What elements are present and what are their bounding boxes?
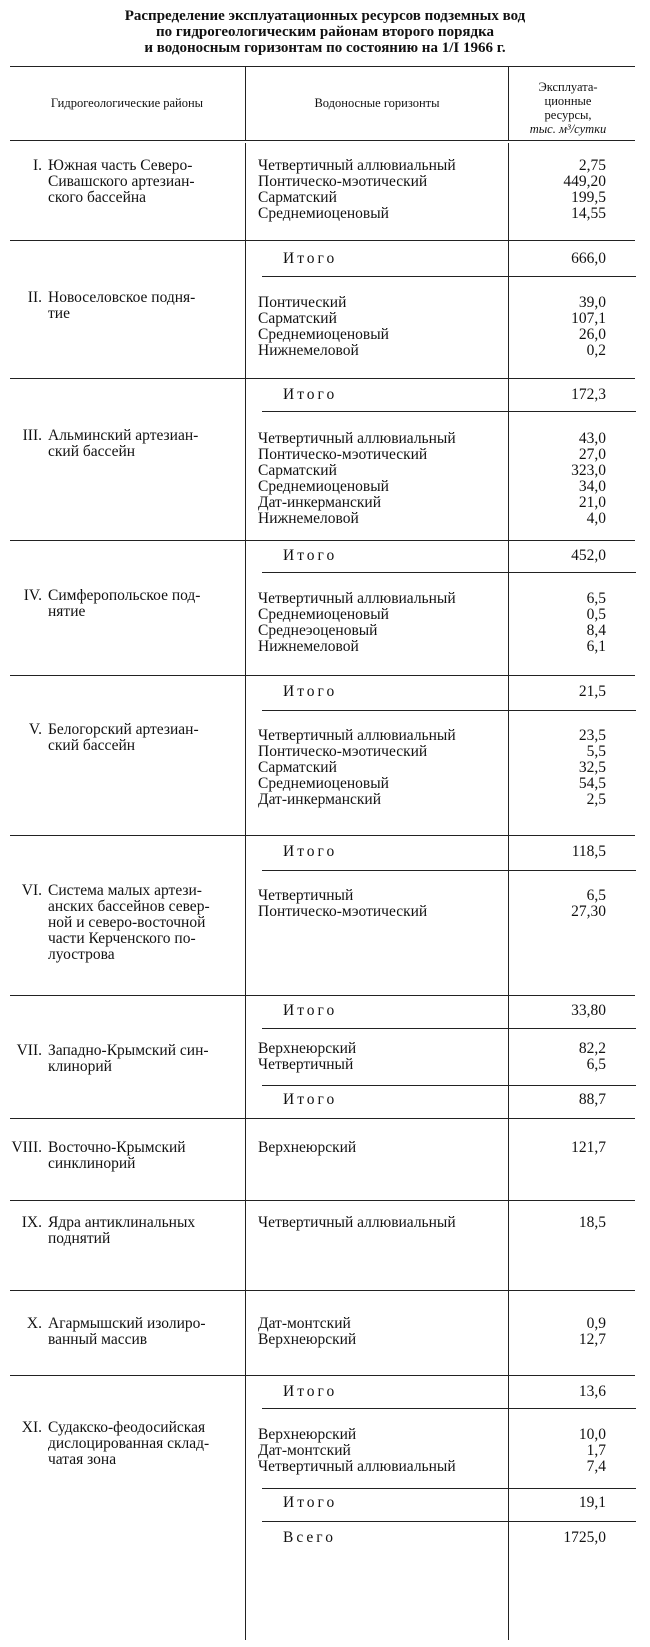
total-value: 33,80 (571, 1002, 606, 1019)
region-name-line: ванный массив (48, 1331, 148, 1348)
region-separator (10, 1118, 635, 1119)
horizon-name: Дат-монтский (258, 1315, 351, 1332)
resource-value: 23,5 (578, 727, 606, 744)
resource-value: 26,0 (578, 326, 606, 343)
region-separator (10, 1200, 635, 1201)
column-divider (508, 1200, 509, 1290)
total-label: Итого (283, 843, 338, 860)
horizon-name: Сарматский (258, 462, 337, 479)
horizon-name: Дат-инкерманский (258, 494, 381, 511)
horizon-name: Понтическо-мэотический (258, 446, 428, 463)
total-value: 19,1 (578, 1494, 606, 1511)
region-name-line: клинорий (48, 1058, 112, 1075)
total-value: 666,0 (571, 250, 606, 267)
region-name-line: Альминский артезиан- (48, 427, 199, 444)
resource-value: 8,4 (586, 622, 606, 639)
region-separator (10, 1290, 635, 1291)
resource-value: 43,0 (578, 430, 606, 447)
total-value: 118,5 (571, 843, 606, 860)
column-divider (245, 1200, 246, 1290)
column-divider (245, 1290, 246, 1375)
total-value: 172,3 (571, 386, 606, 403)
total-rule (262, 276, 636, 277)
resource-value: 2,5 (586, 791, 606, 808)
horizon-name: Четвертичный аллювиальный (258, 157, 456, 174)
header-divider (245, 66, 246, 140)
region-number: V. (28, 721, 42, 738)
header-divider (508, 66, 509, 140)
horizon-name: Сарматский (258, 189, 337, 206)
column-divider (245, 835, 246, 995)
region-separator (10, 540, 635, 541)
region-number: XI. (21, 1419, 42, 1436)
header-horizons: Водоносные горизонты (314, 96, 440, 110)
region-separator (10, 1375, 635, 1376)
total-label: Итого (283, 1002, 338, 1019)
region-separator (10, 675, 635, 676)
header-resources-4: тыс. м³/сутки (529, 122, 607, 136)
horizon-name: Верхнеюрский (258, 1331, 357, 1348)
horizon-name: Четвертичный (258, 887, 354, 904)
horizon-name: Понтическо-мэотический (258, 903, 428, 920)
region-name-line: Южная часть Северо- (48, 157, 193, 174)
region-name-line: Агармышский изолиро- (48, 1315, 206, 1332)
total-rule (262, 572, 636, 573)
total-label: Итого (283, 386, 338, 403)
table-top-rule (10, 66, 635, 67)
column-divider (245, 995, 246, 1118)
header-districts: Гидрогеологические районы (50, 96, 204, 110)
region-number: I. (32, 157, 42, 174)
horizon-name: Среднемиоценовый (258, 326, 389, 343)
table-title-line-1: Распределение эксплуатационных ресурсов подземных вод (124, 8, 526, 24)
table-title-line-2: по гидрогеологическим районам второго порядка (155, 24, 495, 40)
region-name-line: анских бассейнов север- (48, 898, 210, 915)
resource-value: 21,0 (578, 494, 606, 511)
column-divider (245, 240, 246, 378)
region-number: IV. (23, 587, 42, 604)
resource-value: 107,1 (571, 310, 606, 327)
header-resources-3: ресурсы, (544, 108, 592, 122)
column-divider (508, 835, 509, 995)
total-value: 452,0 (571, 547, 606, 564)
total-label: Итого (283, 1383, 338, 1400)
horizon-name: Понтическо-мэотический (258, 173, 428, 190)
horizon-name: Понтический (258, 294, 347, 311)
resource-value: 32,5 (578, 759, 606, 776)
region-name-line: ский бассейн (48, 737, 136, 754)
region-name-line: Симферопольское под- (48, 587, 201, 604)
resource-value: 2,75 (578, 157, 606, 174)
header-bottom-rule (10, 140, 635, 141)
horizon-name: Верхнеюрский (258, 1139, 357, 1156)
horizon-name: Среднемиоценовый (258, 606, 389, 623)
horizon-name: Верхнеюрский (258, 1040, 357, 1057)
horizon-name: Нижнемеловой (258, 510, 359, 527)
total-value: 21,5 (578, 683, 606, 700)
column-divider (245, 378, 246, 540)
column-divider (245, 675, 246, 835)
region-name-line: ский бассейн (48, 443, 136, 460)
region-separator (10, 995, 635, 996)
resource-value: 4,0 (586, 510, 606, 527)
resource-value: 34,0 (578, 478, 606, 495)
horizon-name: Среднемиоценовый (258, 775, 389, 792)
resource-value: 121,7 (571, 1139, 606, 1156)
resource-value: 27,30 (571, 903, 606, 920)
horizon-name: Среднемиоценовый (258, 478, 389, 495)
total-rule (262, 870, 636, 871)
column-divider (508, 240, 509, 378)
horizon-name: Понтическо-мэотический (258, 743, 428, 760)
horizon-name: Нижнемеловой (258, 638, 359, 655)
total-rule (262, 1488, 636, 1489)
region-name-line: дислоцированная склад- (48, 1435, 210, 1452)
resource-value: 39,0 (578, 294, 606, 311)
resource-value: 0,9 (586, 1315, 606, 1332)
total-rule (262, 411, 636, 412)
column-divider (508, 143, 509, 240)
resource-value: 449,20 (563, 173, 606, 190)
region-number: III. (22, 427, 42, 444)
grand-total-value: 1725,0 (563, 1529, 606, 1546)
column-divider (508, 1290, 509, 1375)
horizon-name: Верхнеюрский (258, 1426, 357, 1443)
total-rule (262, 1028, 636, 1029)
total-value: 88,7 (578, 1091, 606, 1108)
total-rule (262, 710, 636, 711)
horizon-name: Дат-инкерманский (258, 791, 381, 808)
column-divider (508, 675, 509, 835)
total-rule (262, 1408, 636, 1409)
resource-value: 12,7 (578, 1331, 606, 1348)
total-label: Итого (283, 683, 338, 700)
total-rule (262, 1521, 636, 1522)
resource-value: 199,5 (571, 189, 606, 206)
region-name-line: луострова (48, 946, 115, 963)
horizon-name: Нижнемеловой (258, 342, 359, 359)
column-divider (508, 1375, 509, 1640)
resource-value: 6,5 (586, 887, 606, 904)
column-divider (245, 143, 246, 240)
region-separator (10, 835, 635, 836)
resource-value: 5,5 (586, 743, 606, 760)
region-name-line: синклинорий (48, 1155, 136, 1172)
total-label: Итого (283, 547, 338, 564)
horizon-name: Сарматский (258, 310, 337, 327)
region-name-line: Новоселовское подня- (48, 289, 196, 306)
horizon-name: Четвертичный аллювиальный (258, 727, 456, 744)
region-name-line: чатая зона (48, 1451, 117, 1468)
resource-value: 54,5 (578, 775, 606, 792)
table-title-line-3: и водоносным горизонтам по состоянию на 1/I 1966 г. (144, 40, 506, 56)
region-name-line: Западно-Крымский син- (48, 1042, 209, 1059)
region-number: X. (26, 1315, 42, 1332)
resource-value: 6,5 (586, 1056, 606, 1073)
horizon-name: Дат-монтский (258, 1442, 351, 1459)
resource-value: 10,0 (578, 1426, 606, 1443)
column-divider (508, 378, 509, 540)
grand-total-label: Всего (283, 1529, 337, 1546)
region-name-line: Сивашского артезиан- (48, 173, 195, 190)
horizon-name: Четвертичный аллювиальный (258, 590, 456, 607)
column-divider (245, 540, 246, 675)
region-name-line: Система малых артези- (48, 882, 202, 899)
column-divider (245, 1375, 246, 1640)
total-rule (262, 1085, 636, 1086)
region-name-line: поднятий (48, 1230, 111, 1247)
horizon-name: Четвертичный аллювиальный (258, 430, 456, 447)
horizon-name: Сарматский (258, 759, 337, 776)
column-divider (245, 1118, 246, 1200)
resource-value: 27,0 (578, 446, 606, 463)
resource-value: 6,1 (586, 638, 606, 655)
region-number: VI. (21, 882, 42, 899)
horizon-name: Среднеэоценовый (258, 622, 378, 639)
resource-value: 323,0 (571, 462, 606, 479)
region-separator (10, 240, 635, 241)
region-number: II. (27, 289, 42, 306)
total-label: Итого (283, 250, 338, 267)
region-separator (10, 378, 635, 379)
horizon-name: Четвертичный аллювиальный (258, 1458, 456, 1475)
region-number: IX. (21, 1214, 42, 1231)
column-divider (508, 1118, 509, 1200)
region-name-line: ского бассейна (48, 189, 147, 206)
resource-value: 14,55 (571, 205, 606, 222)
total-label: Итого (283, 1494, 338, 1511)
total-value: 13,6 (578, 1383, 606, 1400)
horizon-name: Четвертичный аллювиальный (258, 1214, 456, 1231)
header-resources-1: Эксплуата- (538, 80, 598, 94)
horizon-name: Среднемиоценовый (258, 205, 389, 222)
total-label: Итого (283, 1091, 338, 1108)
region-name-line: Ядра антиклинальных (48, 1214, 196, 1231)
resource-value: 6,5 (586, 590, 606, 607)
region-name-line: Судакско-феодосийская (48, 1419, 206, 1436)
column-divider (508, 540, 509, 675)
region-number: VII. (16, 1042, 42, 1059)
header-resources-2: ционные (544, 94, 592, 108)
horizon-name: Четвертичный (258, 1056, 354, 1073)
region-name-line: ной и северо-восточной (48, 914, 206, 931)
region-number: VIII. (11, 1139, 42, 1156)
region-name-line: тие (48, 305, 70, 322)
region-name-line: Белогорский артезиан- (48, 721, 199, 738)
column-divider (508, 995, 509, 1118)
resource-value: 82,2 (578, 1040, 606, 1057)
region-name-line: части Керченского по- (48, 930, 196, 947)
region-name-line: Восточно-Крымский (48, 1139, 186, 1156)
resource-value: 0,5 (586, 606, 606, 623)
resource-value: 18,5 (578, 1214, 606, 1231)
region-name-line: нятие (48, 603, 86, 620)
resource-value: 7,4 (586, 1458, 606, 1475)
resource-value: 0,2 (586, 342, 606, 359)
resource-value: 1,7 (586, 1442, 606, 1459)
